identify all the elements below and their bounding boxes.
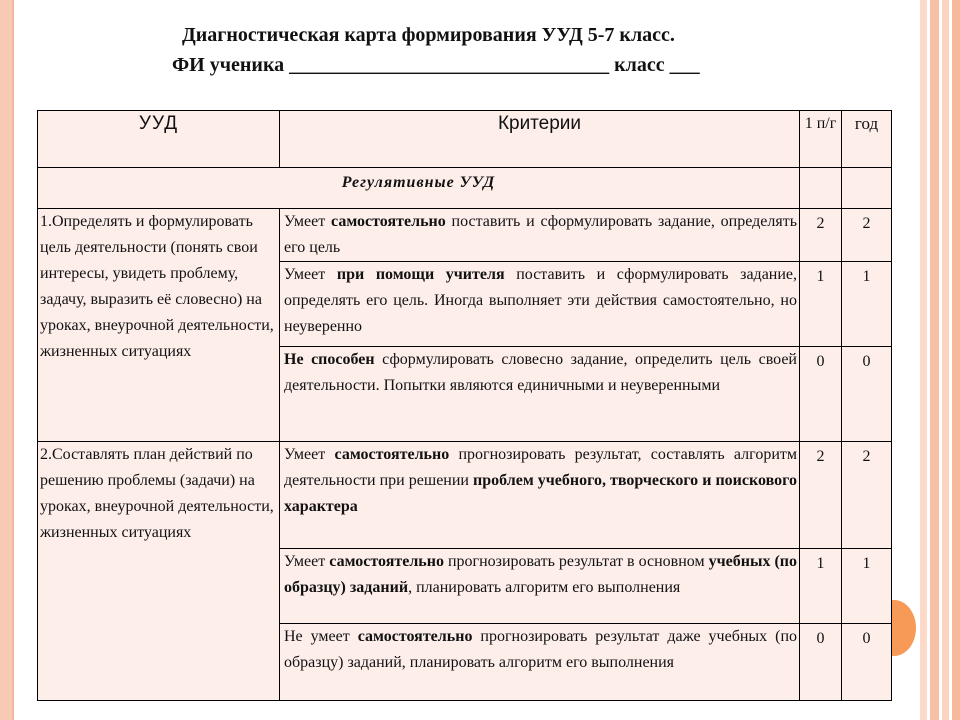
skill-cell: 2.Составлять план действий по решению проблемы (задачи) на уроках, внеурочной деятельности, жизненных ситуациях bbox=[38, 442, 280, 701]
criteria-cell bbox=[280, 549, 800, 624]
criteria-cell bbox=[280, 209, 800, 262]
title-line-2: ФИ ученика ________________________________ класс ___ bbox=[172, 54, 700, 76]
criteria-bold-text: самостоятельно bbox=[334, 446, 450, 463]
score-first-half: 2 bbox=[800, 442, 842, 549]
criteria-text: Умеет bbox=[284, 266, 337, 283]
criteria-text: поставить и сформулировать задание, определять его цель bbox=[284, 213, 797, 256]
score-year: 0 bbox=[842, 624, 892, 701]
section-empty-cell bbox=[800, 168, 842, 209]
criteria-bold-text: учебных (по образцу) заданий bbox=[284, 553, 798, 596]
criteria-text: Умеет bbox=[284, 446, 335, 463]
diagnostic-table bbox=[37, 110, 892, 701]
criteria-text: прогнозировать результат, составлять алгоритм деятельности при решении bbox=[284, 446, 797, 489]
score-first-half: 0 bbox=[800, 624, 842, 701]
header-criteria: Критерии bbox=[280, 111, 800, 168]
criteria-text: поставить и сформулировать задание, определять его цель. Иногда выполняет эти действия самостоятельно, но неуверенно bbox=[284, 266, 798, 335]
criteria-text: Не умеет bbox=[284, 628, 358, 645]
criteria-cell bbox=[280, 347, 800, 442]
score-first-half: 1 bbox=[800, 262, 842, 347]
title-line-1: Диагностическая карта формирования УУД 5-7 класс. bbox=[182, 24, 675, 46]
criteria-text: , планировать алгоритм его выполнения bbox=[408, 579, 681, 596]
criteria-cell bbox=[280, 262, 800, 347]
criteria-text: Умеет bbox=[284, 213, 332, 230]
score-first-half: 1 bbox=[800, 549, 842, 624]
criteria-text: прогнозировать результат даже учебных (по образцу) заданий, планировать алгоритм его выполнения bbox=[284, 628, 798, 671]
criteria-bold-text: проблем учебного, творческого и поискового характера bbox=[284, 472, 798, 515]
criteria-bold-text: Не способен bbox=[284, 351, 375, 368]
section-title: Регулятивные УУД bbox=[38, 168, 800, 209]
table-row bbox=[38, 209, 892, 262]
criteria-cell bbox=[280, 624, 800, 701]
skill-cell: 1.Определять и формулировать цель деятельности (понять свои интересы, увидеть проблему, задачу, выразить её словесно) на уроках, внеурочной деятельности, жизненных ситуациях bbox=[38, 209, 280, 442]
slide-left-border bbox=[0, 0, 12, 720]
criteria-text: прогнозировать результат в основном bbox=[443, 553, 709, 570]
criteria-text: сформулировать словесно задание, определить цель своей деятельности. Попытки являются единичными и неуверенными bbox=[284, 351, 797, 394]
score-year: 2 bbox=[842, 442, 892, 549]
table-header-row bbox=[38, 111, 892, 168]
header-year: год bbox=[842, 111, 892, 168]
score-first-half: 0 bbox=[800, 347, 842, 442]
header-first-half: 1 п/г bbox=[800, 111, 842, 168]
score-year: 1 bbox=[842, 262, 892, 347]
criteria-bold-text: при помощи учителя bbox=[336, 266, 505, 283]
criteria-cell bbox=[280, 442, 800, 549]
table-row bbox=[38, 442, 892, 549]
score-year: 1 bbox=[842, 549, 892, 624]
criteria-bold-text: самостоятельно bbox=[357, 628, 473, 645]
criteria-bold-text: самостоятельно bbox=[331, 213, 446, 230]
section-empty-cell bbox=[842, 168, 892, 209]
score-first-half: 2 bbox=[800, 209, 842, 262]
section-row bbox=[38, 168, 892, 209]
criteria-bold-text: самостоятельно bbox=[329, 553, 444, 570]
score-year: 0 bbox=[842, 347, 892, 442]
table-body bbox=[38, 209, 892, 701]
header-uud: УУД bbox=[38, 111, 280, 168]
score-year: 2 bbox=[842, 209, 892, 262]
decorative-stripes bbox=[920, 0, 960, 720]
criteria-text: Умеет bbox=[284, 553, 330, 570]
